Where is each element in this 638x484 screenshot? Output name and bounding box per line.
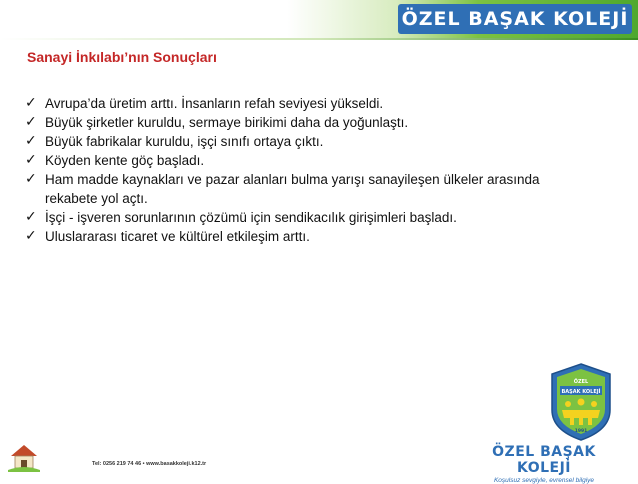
- list-item: [22, 208, 582, 227]
- list-item: [22, 151, 582, 170]
- footer-brand-name: ÖZEL BAŞAK KOLEJİ: [492, 444, 596, 476]
- crest-year: 1991: [574, 429, 588, 434]
- checkmark-icon: ✓: [25, 114, 37, 130]
- checkmark-icon: ✓: [25, 209, 37, 225]
- checkmark-icon: ✓: [25, 95, 37, 111]
- checkmark-icon: ✓: [25, 171, 37, 187]
- checkmark-icon: ✓: [25, 152, 37, 168]
- list-item: [22, 113, 582, 132]
- list-item-text: Uluslararası ticaret ve kültürel etkileşim arttı.: [45, 229, 310, 244]
- bullet-list: [22, 94, 582, 246]
- list-item-text: Ham madde kaynakları ve pazar alanları bulma yarışı sanayileşen ülkeler arasında rekabete yol açtı.: [45, 172, 540, 206]
- header-brand-logo: [398, 4, 632, 34]
- checkmark-icon: ✓: [25, 228, 37, 244]
- list-item-text: İşçi - işveren sorunlarının çözümü için sendikacılık girişimleri başladı.: [45, 210, 457, 225]
- header-divider: [0, 38, 638, 40]
- list-item-text: Büyük şirketler kuruldu, sermaye birikimi daha da yoğunlaştı.: [45, 115, 409, 130]
- footer-contact: Tel: 0256 219 74 46 • www.basakkoleji.k12.tr: [92, 461, 207, 467]
- crest-top-text: ÖZEL: [573, 379, 589, 385]
- list-item-text: Avrupa’da üretim arttı. İnsanların refah seviyesi yükseldi.: [45, 96, 384, 111]
- list-item: [22, 94, 582, 113]
- list-item: [22, 170, 582, 208]
- list-item: [22, 132, 582, 151]
- slide-title: Sanayi İnkılabı’nın Sonuçları: [27, 49, 217, 65]
- list-item-text: Büyük fabrikalar kuruldu, işçi sınıfı ortaya çıktı.: [45, 134, 324, 149]
- header-brand-text: ÖZEL BAŞAK KOLEJİ: [401, 8, 629, 30]
- house-icon: [8, 440, 40, 472]
- footer-brand: [464, 444, 624, 484]
- list-item-text: Köyden kente göç başladı.: [45, 153, 205, 168]
- crest-middle-text: BAŞAK KOLEJİ: [561, 389, 601, 395]
- school-crest-logo: [548, 362, 614, 442]
- list-item: [22, 227, 582, 246]
- checkmark-icon: ✓: [25, 133, 37, 149]
- footer-slogan: Koşulsuz sevgiyle, evrensel bilgiye: [493, 477, 595, 484]
